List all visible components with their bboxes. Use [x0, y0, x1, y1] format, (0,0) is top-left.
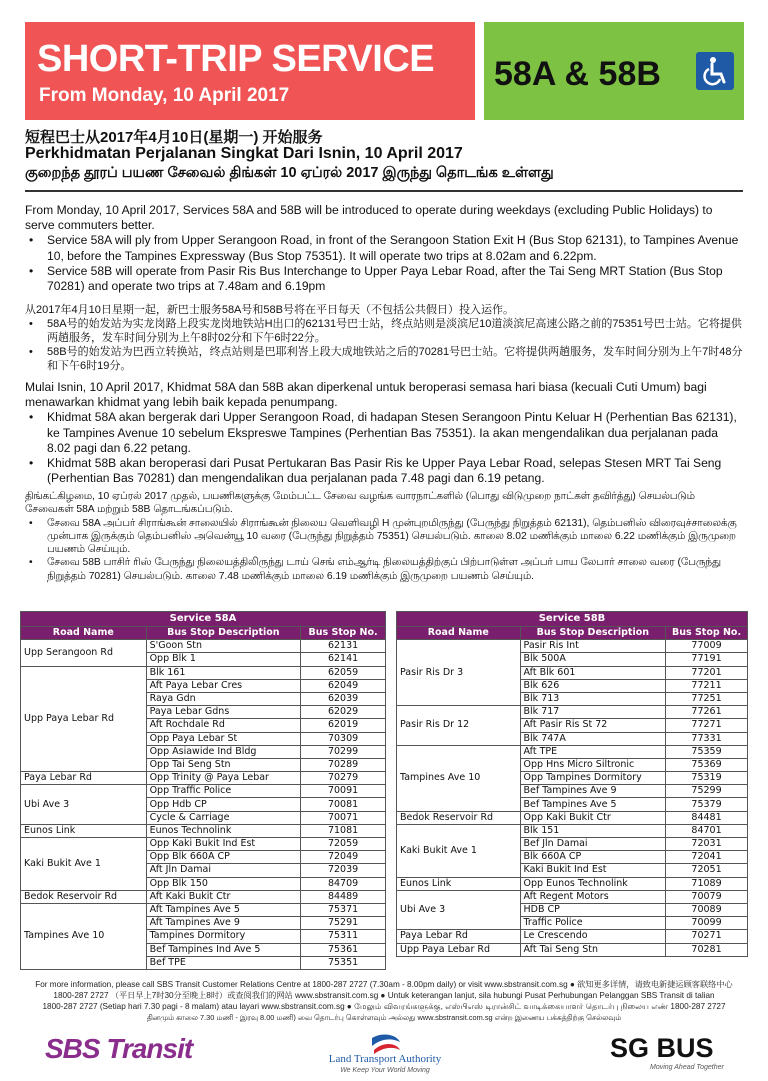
english-bullet-58a: • Service 58A will ply from Upper Serangoon Road, in front of the Serangoon Station Exit H (Bus Stop 62131), to Tampines Avenue 10, before the Tampines Expressway (Bus Stop 75351). It will operate two trips at 8.02am and 6.22pm.: [47, 233, 743, 263]
chinese-intro: 从2017年4月10日星期一起，新巴士服务58A号和58B号将在平日每天（不包括公共假日）投入运作。: [25, 304, 514, 316]
road-name-cell: Upp Serangoon Rd: [21, 640, 147, 666]
bus-stop-description-cell: Blk 151: [520, 824, 666, 837]
column-header-road: Road Name: [21, 627, 147, 640]
page-subtitle: From Monday, 10 April 2017: [39, 85, 290, 106]
bus-stop-number-cell: 75369: [666, 758, 748, 771]
column-header-stop-no: Bus Stop No.: [666, 627, 748, 640]
malay-bullet-58b: • Khidmat 58B akan beroperasi dari Pusat Pertukaran Bas Pasir Ris ke Upper Paya Lebar Road, selepas Stesen MRT Tai Seng (Perhentian Bas 70281) dan mengendalikan dua perjalanan pada 7.48 pagi dan 6.19 petang.: [47, 456, 743, 486]
bus-stop-description-cell: Aft Tampines Ave 9: [146, 917, 301, 930]
road-name-cell: Kaki Bukit Ave 1: [21, 838, 147, 891]
table-row: [21, 838, 386, 851]
table-row: [397, 943, 748, 956]
lta-name: Land Transport Authority: [328, 1053, 442, 1065]
bus-stop-number-cell: 62059: [301, 666, 386, 679]
bus-stop-number-cell: 72031: [666, 838, 748, 851]
table-row: [397, 745, 748, 758]
bus-stop-number-cell: 75359: [666, 745, 748, 758]
bus-stop-description-cell: Cycle & Carriage: [146, 811, 301, 824]
bus-stop-description-cell: Opp Blk 660A CP: [146, 851, 301, 864]
bus-stop-description-cell: Aft Pasir Ris St 72: [520, 719, 666, 732]
bus-stop-description-cell: Aft Jln Damai: [146, 864, 301, 877]
english-bullet-58b: • Service 58B will operate from Pasir Ris Bus Interchange to Upper Paya Lebar Road, after the Tai Seng MRT Station (Bus Stop 70281) and operate two trips at 7.48am and 6.19pm: [47, 264, 743, 294]
bus-stop-description-cell: Opp Kaki Bukit Ctr: [520, 811, 666, 824]
bus-stop-number-cell: 75291: [301, 917, 386, 930]
bus-stop-description-cell: Blk 626: [520, 679, 666, 692]
road-name-cell: Paya Lebar Rd: [21, 772, 147, 785]
bus-stop-description-cell: HDB CP: [520, 903, 666, 916]
bus-stop-number-cell: 75379: [666, 798, 748, 811]
road-name-cell: Tampines Ave 10: [397, 745, 521, 811]
bus-stop-number-cell: 70091: [301, 785, 386, 798]
bus-stop-description-cell: Opp Eunos Technolink: [520, 877, 666, 890]
bus-stop-description-cell: Bef Tampines Ind Ave 5: [146, 943, 301, 956]
bus-stop-description-cell: Blk 660A CP: [520, 851, 666, 864]
bus-stop-number-cell: 62039: [301, 692, 386, 705]
bus-stop-description-cell: Eunos Technolink: [146, 824, 301, 837]
table-row: [21, 666, 386, 679]
bus-stop-number-cell: 72059: [301, 838, 386, 851]
sgbus-logo: [610, 1033, 724, 1071]
bus-stop-number-cell: 62049: [301, 679, 386, 692]
bus-stop-description-cell: Opp Hdb CP: [146, 798, 301, 811]
bus-stop-description-cell: Blk 717: [520, 706, 666, 719]
bus-stop-description-cell: Aft Tampines Ave 5: [146, 903, 301, 916]
road-name-cell: Upp Paya Lebar Rd: [397, 943, 521, 956]
bus-stop-number-cell: 84481: [666, 811, 748, 824]
divider: [25, 190, 743, 192]
bus-stop-number-cell: 75311: [301, 930, 386, 943]
bus-stop-number-cell: 75361: [301, 943, 386, 956]
table-row: [21, 772, 386, 785]
bus-stop-description-cell: Opp Traffic Police: [146, 785, 301, 798]
table-row: [21, 824, 386, 837]
road-name-cell: Paya Lebar Rd: [397, 930, 521, 943]
bus-stop-number-cell: 71089: [666, 877, 748, 890]
bus-stop-description-cell: Opp Trinity @ Paya Lebar: [146, 772, 301, 785]
bus-stop-description-cell: Opp Tai Seng Stn: [146, 758, 301, 771]
table-row: [21, 903, 386, 916]
service-58a-table: [20, 611, 386, 970]
header-banner: [25, 22, 475, 120]
bus-stop-number-cell: 84489: [301, 890, 386, 903]
tamil-bullet-58b: • சேவை 58B பாசிர் ரிஸ் பேருந்து நிலையத்திலிருந்து டாய் செங் எம்ஆர்டி நிலையத்திற்குப் பிற்பாடுள்ள அப்பர் பாய லேபார் சாலை வரை (பேருந்து நிறுத்தம் 70281) செயல்படும். காலை 7.48 மணிக்கும் மாலை 6.19 மணிக்கும் இருமுறை பயணம் செய்யும்.: [47, 556, 743, 583]
bus-stop-description-cell: Opp Hns Micro Siltronic: [520, 758, 666, 771]
bus-stop-number-cell: 84701: [666, 824, 748, 837]
bus-stop-number-cell: 70271: [666, 930, 748, 943]
malay-bullet-58a: • Khidmat 58A akan bergerak dari Upper Serangoon Road, di hadapan Stesen Serangoon Pintu Keluar H (Perhentian Bas 62131), ke Tampines Avenue 10 sebelum Ekspreswe Tampines (Perhentian Bas 75351). Ia akan mengendalikan dua perjalanan pada 8.02 pagi dan 6.22 petang.: [47, 410, 743, 456]
table-row: [397, 824, 748, 837]
bus-stop-description-cell: Raya Gdn: [146, 692, 301, 705]
bus-stop-number-cell: 77261: [666, 706, 748, 719]
table-row: [21, 785, 386, 798]
sgbus-tagline: Moving Ahead Together: [650, 1064, 724, 1071]
column-header-road: Road Name: [397, 627, 521, 640]
lta-tagline: We Keep Your World Moving: [340, 1067, 430, 1074]
road-name-cell: Ubi Ave 3: [397, 890, 521, 930]
malay-intro: Mulai Isnin, 10 April 2017, Khidmat 58A dan 58B akan diperkenal untuk beroperasi semasa hari biasa (kecuali Cuti Umum) bagi menawarkan khidmat yang lebih baik kepada penumpang.: [25, 380, 707, 410]
road-name-cell: Tampines Ave 10: [21, 903, 147, 969]
bus-stop-number-cell: 77201: [666, 666, 748, 679]
bus-stop-description-cell: Traffic Police: [520, 917, 666, 930]
bus-stop-description-cell: S'Goon Stn: [146, 640, 301, 653]
table-row: [397, 930, 748, 943]
sbs-transit-logo: SBS Transit: [45, 1033, 193, 1064]
bus-stop-description-cell: Aft Regent Motors: [520, 890, 666, 903]
bus-stop-number-cell: 77251: [666, 692, 748, 705]
bus-stop-number-cell: 72049: [301, 851, 386, 864]
bus-stop-description-cell: Opp Kaki Bukit Ind Est: [146, 838, 301, 851]
bus-stop-number-cell: 70281: [666, 943, 748, 956]
table-row: [21, 890, 386, 903]
service-banner: [484, 22, 744, 120]
bus-stop-description-cell: Bef Tampines Ave 9: [520, 785, 666, 798]
bus-stop-number-cell: 75319: [666, 772, 748, 785]
bus-stop-number-cell: 62141: [301, 653, 386, 666]
bus-stop-description-cell: Opp Tampines Dormitory: [520, 772, 666, 785]
road-name-cell: Pasir Ris Dr 12: [397, 706, 521, 746]
footer-line: For more information, please call SBS Transit Customer Relations Centre at 1800-287 2727 (7.30am - 8.00pm daily) or visit www.sbstransit.com.sg ● 欲知更多详情，请致电新捷运顾客联络中心: [35, 980, 733, 989]
bus-stop-description-cell: Blk 713: [520, 692, 666, 705]
footer-line: 1800-287 2727 （平日早上7时30分至晚上8时）或查阅我们的网站 www.sbstransit.com.sg ● Untuk keterangan lanjut, sila hubungi Pusat Perhubungan Pelanggan SBS Transit di talian: [53, 991, 715, 1000]
bus-stop-description-cell: Paya Lebar Gdns: [146, 706, 301, 719]
bus-stop-number-cell: 70089: [666, 903, 748, 916]
bus-stop-description-cell: Le Crescendo: [520, 930, 666, 943]
tamil-intro: திங்கட்கிழமை, 10 ஏப்ரல் 2017 முதல், பயணிகளுக்கு மேம்பட்ட சேவை வழங்க வாரநாட்களில் (பொது விடுமுறை நாட்கள் தவிர்த்து) செயல்படும் சேவைகள் 58A மற்றும் 58B தொடங்கப்படும்.: [25, 491, 695, 516]
bus-stop-description-cell: Bef TPE: [146, 956, 301, 969]
wheelchair-icon: [696, 52, 734, 90]
bus-stop-number-cell: 75299: [666, 785, 748, 798]
road-name-cell: Ubi Ave 3: [21, 785, 147, 825]
bus-stop-description-cell: Kaki Bukit Ind Est: [520, 864, 666, 877]
bus-stop-number-cell: 70099: [666, 917, 748, 930]
road-name-cell: Bedok Reservoir Rd: [397, 811, 521, 824]
bus-stop-number-cell: 70079: [666, 890, 748, 903]
service-58a-title: Service 58A: [21, 612, 386, 627]
column-header-description: Bus Stop Description: [146, 627, 301, 640]
table-row: [397, 811, 748, 824]
service-numbers: 58A & 58B: [494, 55, 661, 93]
sgbus-wordmark: SG BUS: [610, 1033, 714, 1063]
bus-stop-description-cell: Blk 500A: [520, 653, 666, 666]
bus-stop-description-cell: Pasir Ris Int: [520, 640, 666, 653]
road-name-cell: Eunos Link: [397, 877, 521, 890]
bus-stop-number-cell: 71081: [301, 824, 386, 837]
bus-stop-description-cell: Tampines Dormitory: [146, 930, 301, 943]
english-section: [25, 203, 743, 294]
tamil-title: குறைந்த தூரப் பயண சேவைல் திங்கள் 10 ஏப்ரல் 2017 இருந்து தொடங்க உள்ளது: [25, 165, 554, 181]
tamil-bullet-58a: • சேவை 58A அப்பர் சிராங்கூன் சாலையில் சிராங்கூன் நிலைய வெளிவழி H முன்புறமிருந்து (பேருந்து நிறுத்தம் 62131), தெம்பனிஸ் விரைவுச்சாலைக்கு முன்பாக இருக்கும் தெம்பனிஸ் அவென்யூ 10 வரை (பேருந்து நிறுத்தம் 75351) செயல்படும். காலை 8.02 மணிக்கும் மாலை 6.22 மணிக்கும் இருமுறை பயணம் செய்யும்.: [47, 517, 743, 557]
road-name-cell: Kaki Bukit Ave 1: [397, 824, 521, 877]
malay-section: [25, 380, 743, 486]
table-row: [397, 640, 748, 653]
bus-stop-description-cell: Opp Blk 150: [146, 877, 301, 890]
bus-stop-description-cell: Aft Kaki Bukit Ctr: [146, 890, 301, 903]
bus-stop-number-cell: 62029: [301, 706, 386, 719]
bus-stop-number-cell: 72051: [666, 864, 748, 877]
bus-stop-number-cell: 70309: [301, 732, 386, 745]
bus-stop-description-cell: Bef Tampines Ave 5: [520, 798, 666, 811]
english-intro: From Monday, 10 April 2017, Services 58A and 58B will be introduced to operate during weekdays (excluding Public Holidays) to serve commuters better.: [25, 203, 713, 233]
bus-stop-number-cell: 70081: [301, 798, 386, 811]
road-name-cell: Pasir Ris Dr 3: [397, 640, 521, 706]
road-name-cell: Bedok Reservoir Rd: [21, 890, 147, 903]
bus-stop-description-cell: Bef Jln Damai: [520, 838, 666, 851]
bus-stop-number-cell: 77211: [666, 679, 748, 692]
bus-stop-description-cell: Blk 161: [146, 666, 301, 679]
table-row: [397, 890, 748, 903]
lta-logo: [300, 1032, 470, 1074]
bus-stop-number-cell: 77271: [666, 719, 748, 732]
bus-stop-description-cell: Aft Tai Seng Stn: [520, 943, 666, 956]
page-title: SHORT-TRIP SERVICE: [37, 38, 435, 80]
bus-stop-description-cell: Opp Asiawide Ind Bldg: [146, 745, 301, 758]
road-name-cell: Upp Paya Lebar Rd: [21, 666, 147, 772]
malay-title: Perkhidmatan Perjalanan Singkat Dari Isnin, 10 April 2017: [25, 145, 463, 162]
column-header-stop-no: Bus Stop No.: [301, 627, 386, 640]
road-name-cell: Eunos Link: [21, 824, 147, 837]
bus-stop-number-cell: 75371: [301, 903, 386, 916]
bus-stop-number-cell: 70071: [301, 811, 386, 824]
service-58b-title: Service 58B: [397, 612, 748, 627]
bus-stop-number-cell: 84709: [301, 877, 386, 890]
bus-stop-number-cell: 62131: [301, 640, 386, 653]
bus-stop-number-cell: 62019: [301, 719, 386, 732]
bus-stop-number-cell: 72041: [666, 851, 748, 864]
bus-stop-number-cell: 70299: [301, 745, 386, 758]
column-header-description: Bus Stop Description: [520, 627, 666, 640]
footer-info: [25, 979, 743, 1023]
bus-stop-number-cell: 77331: [666, 732, 748, 745]
bus-stop-description-cell: Blk 747A: [520, 732, 666, 745]
bus-stop-description-cell: Aft Paya Lebar Cres: [146, 679, 301, 692]
tamil-section: [25, 490, 743, 583]
footer-line: தினமும் காலை 7.30 மணி - இரவு 8.00 மணி) வை தொடர்பு கொள்ளவும் அல்லது www.sbstransit.com.sg என்ற இணைய பக்கத்திற்கு செல்லவும்: [146, 1013, 622, 1022]
table-row: [21, 640, 386, 653]
service-58b-table: [396, 611, 748, 957]
bus-stop-description-cell: Aft Rochdale Rd: [146, 719, 301, 732]
bus-stop-number-cell: 70289: [301, 758, 386, 771]
bus-stop-description-cell: Opp Blk 1: [146, 653, 301, 666]
table-row: [397, 706, 748, 719]
bus-stop-description-cell: Aft TPE: [520, 745, 666, 758]
chinese-bullet-58a: • 58A号的始发站为实龙岗路上段实龙岗地铁站H出口的62131号巴士站，终点站则是淡滨尼10道淡滨尼高速公路之前的75351号巴士站。它将提供两趟服务，发车时间分别为上午8时02分和下午6时22分。: [47, 317, 743, 345]
footer-line: 1800-287 2727 (Setiap hari 7.30 pagi - 8 malam) atau layari www.sbstransit.com.sg ● மேலும் விவரங்களுக்கு, எஸ்பிஎஸ் டிரான்சிட் வாடிக்கையாளர் தொடர்பு நிலைய எண் 1800-287 2727: [42, 1002, 726, 1011]
bus-stop-number-cell: 75351: [301, 956, 386, 969]
bus-stop-number-cell: 72039: [301, 864, 386, 877]
bus-stop-description-cell: Opp Paya Lebar St: [146, 732, 301, 745]
table-row: [397, 877, 748, 890]
bus-stop-number-cell: 70279: [301, 772, 386, 785]
bus-stop-number-cell: 77191: [666, 653, 748, 666]
chinese-bullet-58b: • 58B号的始发站为巴西立转换站，终点站则是巴耶利峇上段大成地铁站之后的70281号巴士站。它将提供两趟服务，发车时间分别为上午7时48分和下午6时19分。: [47, 345, 743, 373]
chinese-section: [25, 303, 743, 373]
chinese-title: 短程巴士从2017年4月10日(星期一) 开始服务: [25, 129, 323, 146]
bus-stop-description-cell: Aft Blk 601: [520, 666, 666, 679]
bus-stop-number-cell: 77009: [666, 640, 748, 653]
